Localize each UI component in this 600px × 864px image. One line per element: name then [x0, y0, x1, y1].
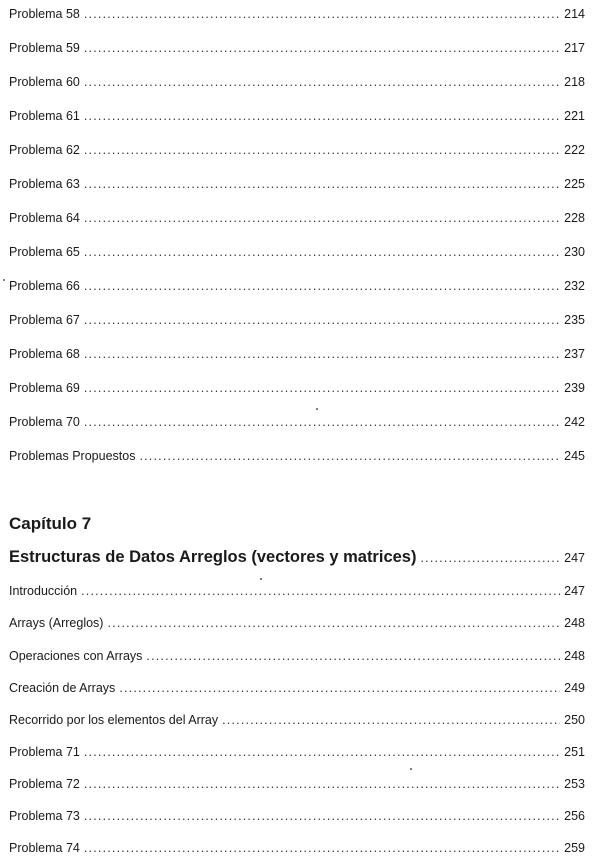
toc-entry	[9, 142, 585, 158]
dot-leader	[84, 142, 560, 158]
toc-entry-label: Problema 69	[9, 381, 80, 395]
toc-entry-page: 248	[564, 649, 585, 663]
toc-section-label: Estructuras de Datos Arreglos (vectores y matrices)	[9, 548, 417, 566]
toc-entry	[9, 74, 585, 90]
dot-leader	[84, 312, 560, 328]
toc-entry-label: Creación de Arrays	[9, 681, 116, 695]
toc-entry	[9, 648, 585, 664]
toc-entry	[9, 6, 585, 22]
toc-entry	[9, 808, 585, 824]
toc-entry-page: 249	[564, 681, 585, 695]
chapter-title: Capítulo 7	[9, 514, 92, 533]
dot-leader	[84, 744, 560, 760]
toc-entry-label: Problema 63	[9, 177, 80, 191]
toc-entry-label: Problema 68	[9, 347, 80, 361]
toc-entry-page: 256	[564, 809, 585, 823]
dot-leader	[81, 583, 560, 599]
toc-entry-page: 217	[564, 41, 585, 55]
toc-entry-page: 242	[564, 415, 585, 429]
toc-entry	[9, 744, 585, 760]
toc-entry-label: Problema 65	[9, 245, 80, 259]
toc-entry	[9, 448, 585, 464]
toc-entry-page: 245	[564, 449, 585, 463]
toc-entry-page: 235	[564, 313, 585, 327]
toc-entry-page: 250	[564, 713, 585, 727]
scan-speck	[316, 408, 318, 410]
dot-leader	[84, 40, 560, 56]
toc-entry	[9, 583, 585, 599]
dot-leader	[139, 448, 560, 464]
dot-leader	[84, 776, 560, 792]
dot-leader	[84, 380, 560, 396]
dot-leader	[146, 648, 560, 664]
scan-speck	[410, 768, 412, 770]
toc-entry	[9, 712, 585, 728]
toc-entry	[9, 840, 585, 856]
toc-entry	[9, 210, 585, 226]
dot-leader	[84, 6, 560, 22]
toc-entry	[9, 680, 585, 696]
toc-entry-page: 259	[564, 841, 585, 855]
dot-leader	[84, 840, 560, 856]
toc-entry-page: 247	[564, 584, 585, 598]
toc-entry-page: 253	[564, 777, 585, 791]
toc-entry-page: 230	[564, 245, 585, 259]
dot-leader	[84, 808, 560, 824]
dot-leader	[119, 680, 560, 696]
toc-entry	[9, 312, 585, 328]
toc-entry-page: 248	[564, 616, 585, 630]
dot-leader	[420, 548, 560, 568]
toc-entry	[9, 776, 585, 792]
dot-leader	[84, 244, 560, 260]
toc-entry-page: 228	[564, 211, 585, 225]
toc-entry-page: 218	[564, 75, 585, 89]
toc-entry-label: Problema 71	[9, 745, 80, 759]
toc-entry-label: Recorrido por los elementos del Array	[9, 713, 219, 727]
toc-entry-page: 221	[564, 109, 585, 123]
toc-entry	[9, 414, 585, 430]
toc-entry-label: Problema 72	[9, 777, 80, 791]
toc-entry-page: 239	[564, 381, 585, 395]
dot-leader	[84, 210, 560, 226]
toc-section-entry	[9, 547, 585, 568]
toc-entry-label: Problema 73	[9, 809, 80, 823]
toc-entry-label: Problema 70	[9, 415, 80, 429]
toc-entry-page: 214	[564, 7, 585, 21]
toc-entry-page: 222	[564, 143, 585, 157]
toc-entry-label: Operaciones con Arrays	[9, 649, 143, 663]
toc-entry-page: 237	[564, 347, 585, 361]
dot-leader	[84, 176, 560, 192]
toc-entry-label: Problema 60	[9, 75, 80, 89]
toc-entry	[9, 346, 585, 362]
toc-entry-label: Problema 66	[9, 279, 80, 293]
toc-entry	[9, 380, 585, 396]
toc-entry-label: Problema 59	[9, 41, 80, 55]
toc-entry	[9, 40, 585, 56]
toc-entry-label: Problema 74	[9, 841, 80, 855]
toc-entry-label: Problema 64	[9, 211, 80, 225]
dot-leader	[107, 615, 560, 631]
scan-speck	[260, 578, 262, 580]
toc-entry-page: 232	[564, 279, 585, 293]
toc-entry-page: 225	[564, 177, 585, 191]
dot-leader	[84, 346, 560, 362]
toc-entry-label: Problema 67	[9, 313, 80, 327]
scan-speck	[3, 279, 5, 281]
toc-entry-page: 251	[564, 745, 585, 759]
toc-entry-label: Arrays (Arreglos)	[9, 616, 104, 630]
dot-leader	[84, 74, 560, 90]
toc-entry	[9, 278, 585, 294]
toc-entry-label: Problemas Propuestos	[9, 449, 136, 463]
toc-entry	[9, 176, 585, 192]
toc-entry	[9, 244, 585, 260]
dot-leader	[84, 278, 560, 294]
toc-entry-label: Problema 61	[9, 109, 80, 123]
dot-leader	[84, 108, 560, 124]
toc-section-page: 247	[564, 551, 585, 565]
dot-leader	[84, 414, 560, 430]
toc-entry	[9, 108, 585, 124]
toc-entry-label: Problema 58	[9, 7, 80, 21]
dot-leader	[222, 712, 560, 728]
toc-entry-label: Problema 62	[9, 143, 80, 157]
toc-entry-label: Introducción	[9, 584, 78, 598]
toc-entry	[9, 615, 585, 631]
